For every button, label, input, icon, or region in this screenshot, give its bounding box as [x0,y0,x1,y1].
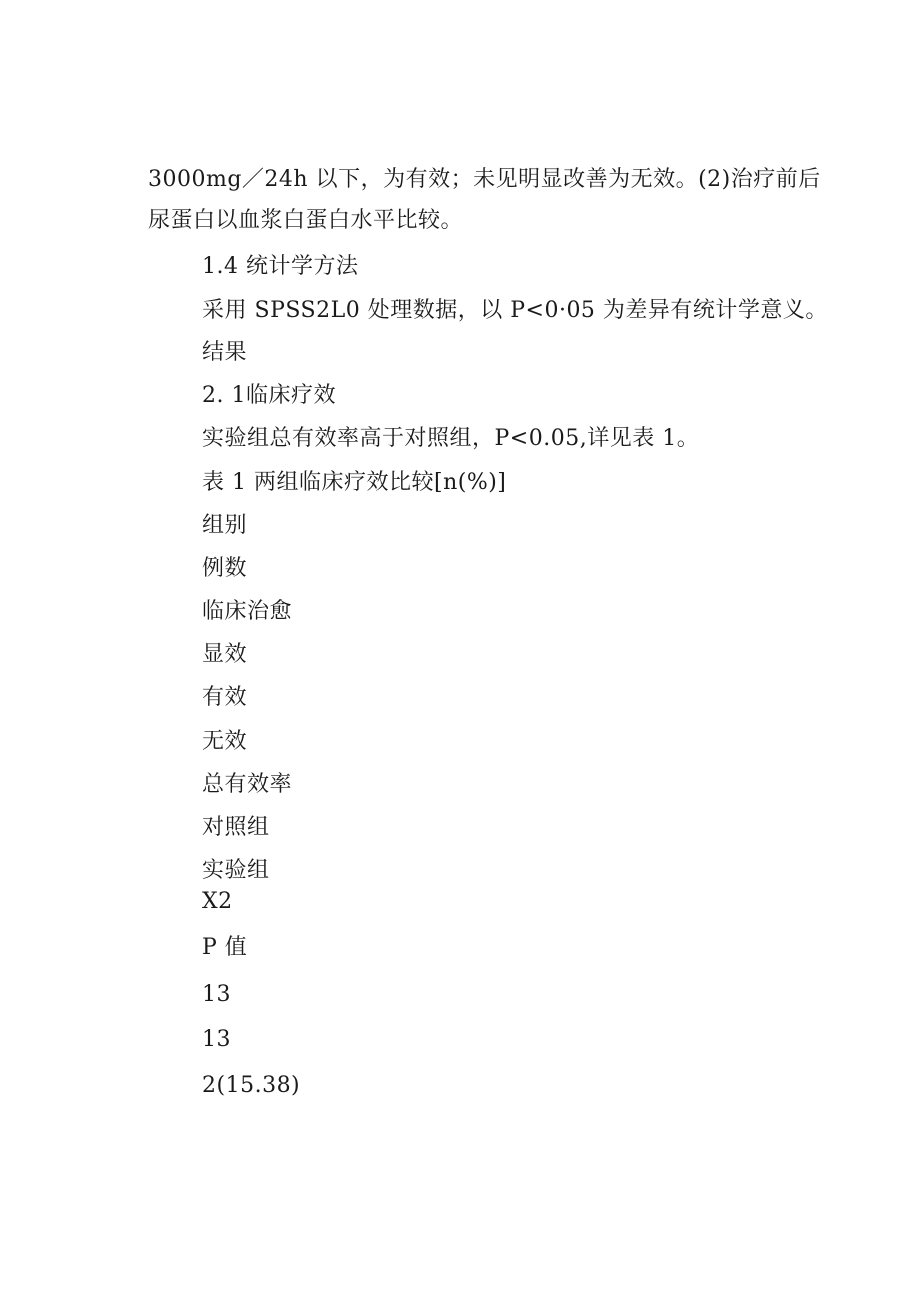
section-heading: 结果 [202,340,248,365]
table-cell: 对照组 [202,815,270,840]
table-cell: 总有效率 [202,772,293,797]
section-heading: 2. 1临床疗效 [202,383,336,408]
table-cell: 实验组 [202,858,270,883]
table-cell: 临床治愈 [202,599,293,624]
section-heading: 1.4 统计学方法 [202,254,359,279]
paragraph-line: 实验组总有效率高于对照组，P<0.05,详见表 1。 [202,426,700,451]
paragraph-line: 采用 SPSS2L0 处理数据，以 P<0·05 为差异有统计学意义。 [202,298,828,323]
table-cell: 显效 [202,642,248,667]
table-cell: 无效 [202,729,248,754]
table-cell: 组别 [202,513,248,538]
table-caption: 表 1 两组临床疗效比较[n(%)] [202,470,507,495]
table-cell: 13 [202,1027,231,1052]
paragraph-line: 3000mg／24h 以下，为有效；未见明显改善为无效。(2)治疗前后 [148,167,821,192]
paragraph-line: 尿蛋白以血浆白蛋白水平比较。 [148,208,464,233]
table-cell: 13 [202,982,231,1007]
table-cell: P 值 [202,935,248,960]
table-cell: 有效 [202,685,248,710]
table-cell: 2(15.38) [202,1073,301,1098]
table-cell: 例数 [202,556,248,581]
table-cell: X2 [202,889,233,914]
